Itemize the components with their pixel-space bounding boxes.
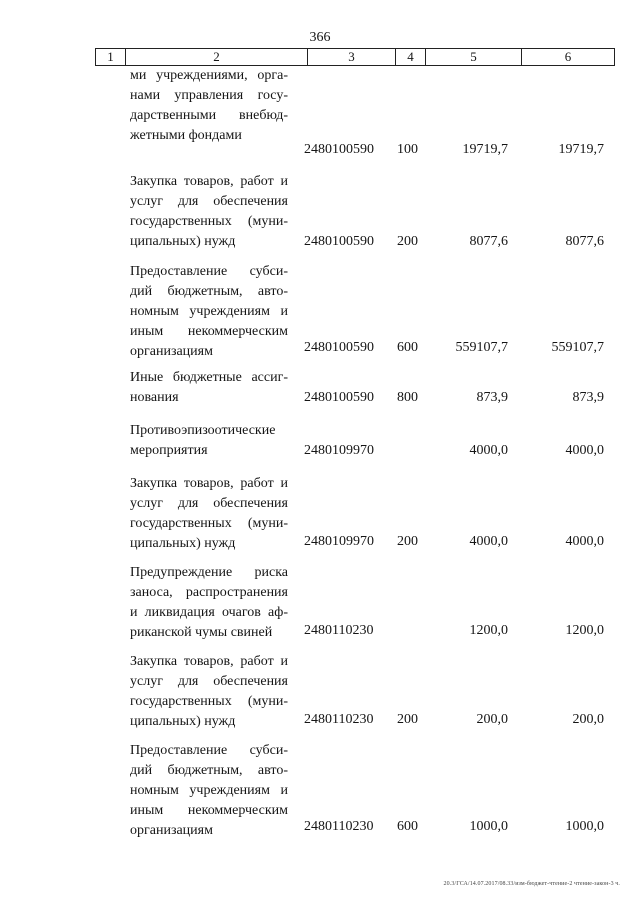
description-line: государственных (муни-: [130, 694, 288, 709]
page-number: 366: [309, 30, 331, 45]
description-line: Закупка товаров, работ и: [130, 654, 288, 669]
description-line: Предоставление субси-: [130, 264, 288, 279]
description-line: Иные бюджетные ассиг-: [130, 370, 288, 385]
description-line: услуг для обеспечения: [130, 674, 288, 689]
target-code: 2480100590: [304, 142, 374, 157]
row-description: [130, 421, 288, 461]
amount-col6: 1000,0: [565, 819, 604, 834]
target-code: 2480110230: [304, 819, 374, 834]
target-code: 2480109970: [304, 534, 374, 549]
amount-col5: 1200,0: [469, 623, 508, 638]
amount-col5: 559107,7: [455, 340, 508, 355]
description-line: номным учреждениям и: [130, 783, 288, 798]
description-line: Предоставление субси-: [130, 743, 288, 758]
description-line: государственных (муни-: [130, 516, 288, 531]
target-code: 2480110230: [304, 712, 374, 727]
amount-col6: 19719,7: [558, 142, 604, 157]
expense-type: 200: [397, 234, 418, 249]
target-code: 2480100590: [304, 340, 374, 355]
description-line: дий бюджетным, авто-: [130, 763, 288, 778]
expense-type: 100: [397, 142, 418, 157]
header-col-2: 2: [125, 48, 307, 65]
expense-type: 800: [397, 390, 418, 405]
description-line: иным некоммерческим: [130, 803, 288, 818]
row-description: [130, 262, 288, 362]
description-line: иным некоммерческим: [130, 324, 288, 339]
description-line: услуг для обеспечения: [130, 496, 288, 511]
description-line: жетными фондами: [130, 128, 242, 143]
row-description: [130, 172, 288, 252]
description-line: Закупка товаров, работ и: [130, 476, 288, 491]
expense-type: 200: [397, 534, 418, 549]
target-code: 2480100590: [304, 390, 374, 405]
amount-col6: 1200,0: [565, 623, 604, 638]
amount-col6: 873,9: [572, 390, 604, 405]
amount-col6: 4000,0: [565, 534, 604, 549]
header-col-6: 6: [521, 48, 615, 65]
description-line: заноса, распространения: [130, 585, 288, 600]
amount-col5: 1000,0: [469, 819, 508, 834]
description-line: нами управления госу-: [130, 88, 288, 103]
amount-col6: 8077,6: [565, 234, 604, 249]
description-line: номным учреждениям и: [130, 304, 288, 319]
header-col-3: 3: [307, 48, 395, 65]
description-line: ципальных) нужд: [130, 714, 236, 729]
description-line: дарственными внебюд-: [130, 108, 288, 123]
row-description: [130, 66, 288, 146]
target-code: 2480100590: [304, 234, 374, 249]
description-line: нования: [130, 390, 179, 405]
description-line: Противоэпизоотические: [130, 423, 276, 438]
amount-col5: 8077,6: [469, 234, 508, 249]
description-line: Предупреждение риска: [130, 565, 288, 580]
description-line: риканской чумы свиней: [130, 625, 273, 640]
header-col-4: 4: [395, 48, 425, 65]
description-line: мероприятия: [130, 443, 208, 458]
header-col-1: 1: [95, 48, 125, 65]
row-description: [130, 652, 288, 732]
description-line: услуг для обеспечения: [130, 194, 288, 209]
description-line: Закупка товаров, работ и: [130, 174, 288, 189]
amount-col6: 4000,0: [565, 443, 604, 458]
description-line: и ликвидация очагов аф-: [130, 605, 288, 620]
description-line: организациям: [130, 344, 213, 359]
amount-col5: 4000,0: [469, 443, 508, 458]
row-description: [130, 563, 288, 643]
row-description: [130, 474, 288, 554]
expense-type: 600: [397, 340, 418, 355]
document-footer: 20.3/ГСА/14.07.2017/08.33/изм-бюджет-чтение-2 чтение-закон-3 ч.: [443, 881, 620, 887]
description-line: организациям: [130, 823, 213, 838]
expense-type: 600: [397, 819, 418, 834]
target-code: 2480109970: [304, 443, 374, 458]
description-line: ципальных) нужд: [130, 536, 236, 551]
row-description: [130, 368, 288, 408]
amount-col5: 4000,0: [469, 534, 508, 549]
description-line: дий бюджетным, авто-: [130, 284, 288, 299]
amount-col5: 200,0: [476, 712, 508, 727]
amount-col6: 559107,7: [551, 340, 604, 355]
description-line: ципальных) нужд: [130, 234, 236, 249]
amount-col6: 200,0: [572, 712, 604, 727]
header-col-5: 5: [425, 48, 521, 65]
amount-col5: 19719,7: [462, 142, 508, 157]
row-description: [130, 741, 288, 841]
target-code: 2480110230: [304, 623, 374, 638]
amount-col5: 873,9: [476, 390, 508, 405]
expense-type: 200: [397, 712, 418, 727]
description-line: ми учреждениями, орга-: [130, 68, 288, 83]
description-line: государственных (муни-: [130, 214, 288, 229]
